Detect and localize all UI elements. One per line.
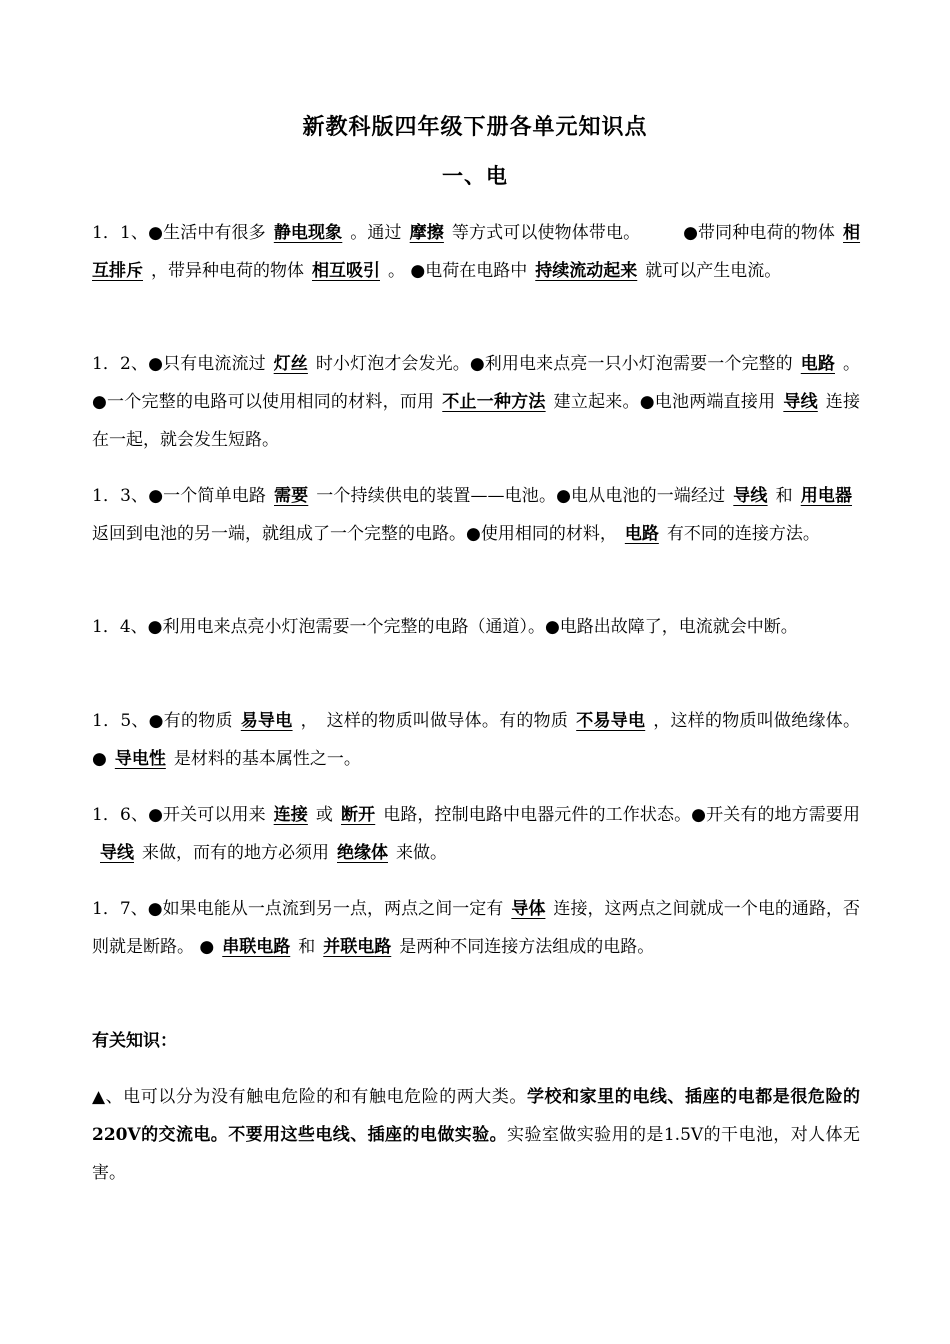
answer-blank: 绝缘体 [337, 843, 388, 863]
related-heading: 有关知识： [92, 1031, 177, 1051]
body-text: 建立起来。●电池两端直接用 [553, 392, 776, 412]
body-text: 返回到电池的另一端，就组成了一个完整的电路。●使用相同的材料， [92, 524, 617, 544]
item-number: 1．2、 [92, 354, 149, 374]
body-text: 来做。 [396, 843, 447, 863]
answer-blank: 灯丝 [273, 354, 308, 374]
item-number: 1．7、 [92, 899, 148, 919]
body-text: 和 [298, 937, 316, 957]
body-text: ▲、电可以分为没有触电危险的和有触电危险的两大类。 [92, 1087, 527, 1107]
item-number: 1．4、 [92, 617, 148, 637]
body-text: ，这样的物质叫做绝缘体。● [92, 711, 861, 769]
body-text: 电路，控制电路中电器元件的工作状态。●开关有的地方需要用 [383, 805, 860, 825]
item-number: 1．6、 [92, 805, 149, 825]
body-text: 是两种不同连接方法组成的电路。 [399, 937, 655, 957]
answer-blank: 导线 [100, 843, 134, 863]
body-text: 。 ●电荷在电路中 [388, 261, 528, 281]
body-text: ●有的物质 [148, 711, 233, 731]
body-text: ●开关可以用来 [148, 805, 266, 825]
body-text: 。●一个完整的电路可以使用相同的材料，而用 [92, 354, 860, 412]
answer-blank: 导体 [511, 899, 546, 919]
body-text: ， 这样的物质叫做导体。有的物质 [300, 711, 569, 731]
body-text: 等方式可以使物体带电。 ●带同种电荷的物体 [451, 223, 836, 243]
body-text: 有不同的连接方法。 [666, 524, 820, 544]
item-number: 1．1、 [92, 223, 149, 243]
answer-blank: 不止一种方法 [442, 392, 546, 412]
body-text: 就可以产生电流。 [645, 261, 782, 281]
answer-blank: 电路 [624, 524, 659, 544]
body-text: ●一个简单电路 [148, 486, 266, 506]
item-number: 1．5、 [92, 711, 149, 731]
body-text: ，带异种电荷的物体 [151, 261, 304, 281]
answer-blank: 持续流动起来 [535, 261, 638, 281]
body-text: 实验室做实验用的是1.5V的干电池，对人体无害。 [92, 1125, 860, 1183]
answer-blank: 摩擦 [409, 223, 444, 243]
answer-blank: 电路 [800, 354, 835, 374]
body-text: ●生活中有很多 [148, 223, 266, 243]
body-text: ●如果电能从一点流到另一点，两点之间一定有 [147, 899, 504, 919]
body-text: ●只有电流流过 [148, 354, 266, 374]
body-text: 连接，这两点之间就成一个电的通路，否则就是断路。 ● [92, 899, 861, 957]
answer-blank: 用电器 [800, 486, 852, 506]
body-text: 时小灯泡才会发光。●利用电来点亮一只小灯泡需要一个完整的 [315, 354, 793, 374]
answer-blank: 导线 [783, 392, 818, 412]
unit-title: 一、电 [442, 163, 508, 188]
body-text: 。通过 [350, 223, 402, 243]
answer-blank: 导线 [733, 486, 768, 506]
body-text: 和 [775, 486, 793, 506]
knowledge-item [92, 890, 860, 966]
answer-blank: 导电性 [114, 749, 166, 769]
knowledge-item [92, 477, 860, 553]
answer-blank: 并联电路 [323, 937, 392, 957]
body-text: 或 [315, 805, 333, 825]
answer-blank: 易导电 [240, 711, 293, 731]
answer-blank: 静电现象 [273, 223, 343, 243]
knowledge-item [92, 214, 860, 290]
knowledge-item [92, 345, 860, 459]
knowledge-item [92, 796, 860, 872]
answer-blank: 串联电路 [222, 937, 291, 957]
knowledge-item [92, 702, 860, 778]
item-number: 1．3、 [92, 486, 149, 506]
body-text: 来做，而有的地方必须用 [142, 843, 329, 863]
knowledge-item [92, 608, 860, 646]
answer-blank: 相互排斥 [92, 223, 861, 281]
answer-blank: 断开 [341, 805, 376, 825]
emphasis-text: 学校和家里的电线、插座的电都是很危险的220V的交流电。不要用这些电线、插座的电做实验。 [92, 1087, 860, 1145]
answer-blank: 不易导电 [576, 711, 646, 731]
related-paragraph [92, 1078, 860, 1192]
body-text: 一个持续供电的装置——电池。●电从电池的一端经过 [316, 486, 726, 506]
body-text: ●利用电来点亮小灯泡需要一个完整的电路（通道）。●电路出故障了，电流就会中断。 [147, 617, 798, 637]
body-text: 连接在一起，就会发生短路。 [92, 392, 861, 450]
body-text: 是材料的基本属性之一。 [173, 749, 361, 769]
document-title: 新教科版四年级下册各单元知识点 [302, 114, 648, 140]
answer-blank: 需要 [274, 486, 309, 506]
answer-blank: 连接 [273, 805, 308, 825]
answer-blank: 相互吸引 [312, 261, 380, 281]
